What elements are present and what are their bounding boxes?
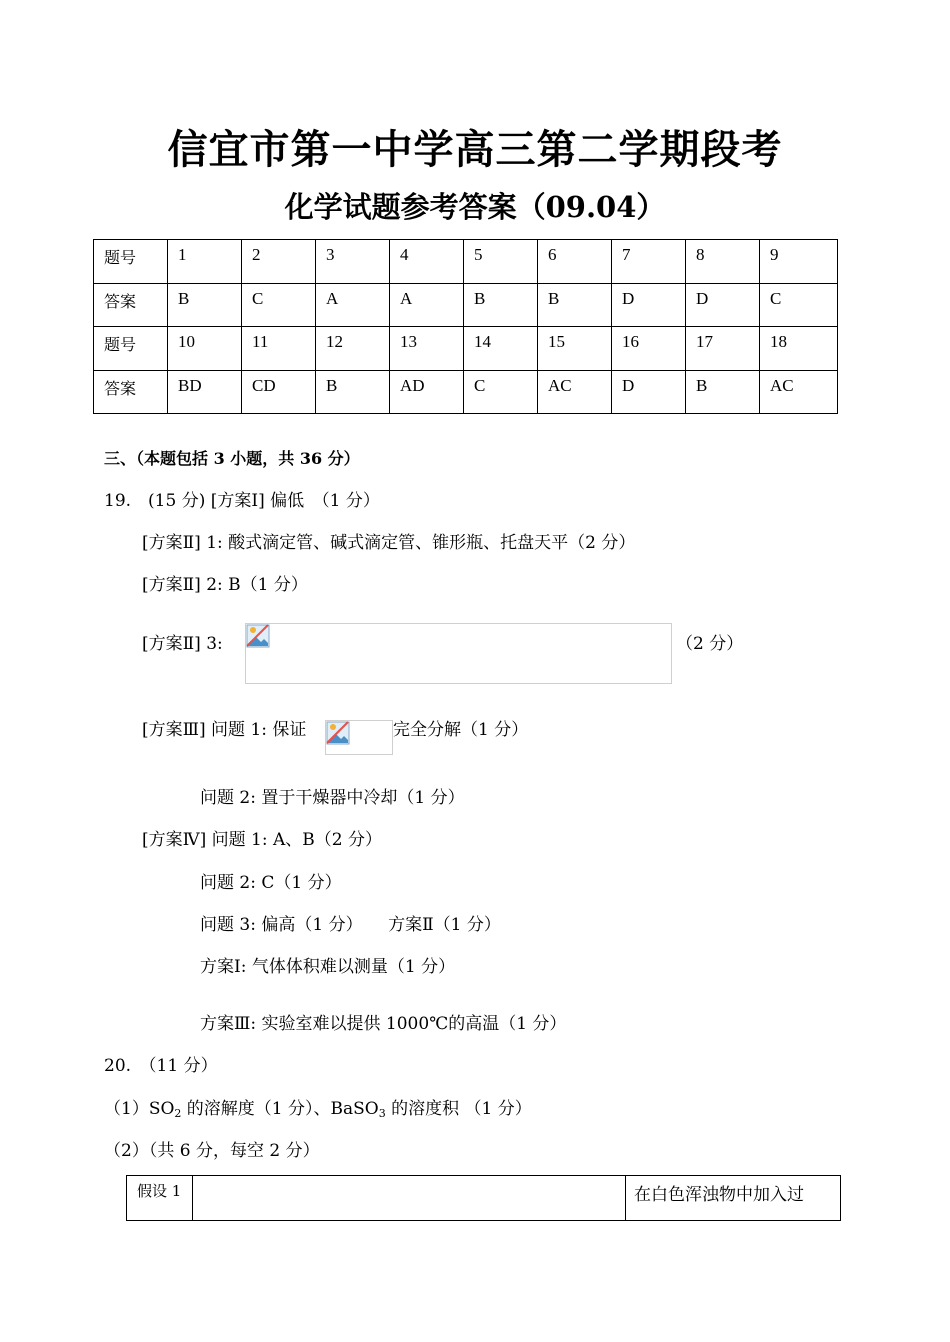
table-row [94, 370, 838, 414]
q19-line-3: [方案Ⅱ] 2: B（1 分） [142, 575, 308, 595]
q20-sub-2: 3 [378, 1107, 386, 1120]
table-cell: 2 [242, 240, 316, 284]
hypothesis-method: 在白色浑浊物中加入过 [626, 1176, 841, 1221]
table-cell: 13 [390, 327, 464, 371]
table-cell: 9 [760, 240, 838, 284]
hypothesis-content [193, 1176, 626, 1221]
q19-line-9: 问题 3: 偏高（1 分） 方案Ⅱ（1 分） [200, 915, 501, 935]
row-label: 题号 [94, 240, 168, 284]
q19-line-5-suffix: 完全分解（1 分） [393, 720, 529, 740]
table-cell: 18 [760, 327, 838, 371]
q19-line-1: 19. (15 分) [方案Ⅰ] 偏低 （1 分） [104, 491, 380, 511]
table-cell: 12 [316, 327, 390, 371]
row-label: 题号 [94, 327, 168, 371]
table-row [94, 327, 838, 371]
table-cell: 4 [390, 240, 464, 284]
table-cell: C [464, 370, 538, 414]
table-cell: 1 [168, 240, 242, 284]
table-cell: B [538, 283, 612, 327]
table-cell: 14 [464, 327, 538, 371]
row-label: 答案 [94, 283, 168, 327]
table-cell: 15 [538, 327, 612, 371]
table-cell: B [686, 370, 760, 414]
compound-image [325, 720, 393, 755]
page-title: 信宜市第一中学高三第二学期段考 [167, 126, 783, 173]
q19-line-4-suffix: （2 分） [676, 634, 744, 654]
q20-line-1: 20. （11 分） [104, 1056, 218, 1076]
q19-line-5-prefix: [方案Ⅲ] 问题 1: 保证 [142, 720, 307, 740]
q20-sub-1: 2 [174, 1107, 182, 1120]
table-cell: AC [760, 370, 838, 414]
table-cell: 16 [612, 327, 686, 371]
q20-line-3: （2）（共 6 分，每空 2 分） [104, 1141, 320, 1161]
table-cell: B [316, 370, 390, 414]
hypothesis-table [126, 1175, 841, 1221]
broken-image-icon [326, 721, 350, 745]
q19-line-10: 方案Ⅰ: 气体体积难以测量（1 分） [200, 957, 456, 977]
table-cell: 5 [464, 240, 538, 284]
q19-line-2: [方案Ⅱ] 1: 酸式滴定管、碱式滴定管、锥形瓶、托盘天平（2 分） [142, 533, 636, 553]
table-row [94, 240, 838, 284]
table-cell: 17 [686, 327, 760, 371]
page-subtitle: 化学试题参考答案（09.04） [284, 190, 666, 224]
table-row [127, 1176, 841, 1221]
table-cell: CD [242, 370, 316, 414]
table-cell: 3 [316, 240, 390, 284]
formula-image [245, 623, 672, 684]
q19-line-8: 问题 2: C（1 分） [200, 873, 342, 893]
q19-line-6: 问题 2: 置于干燥器中冷却（1 分） [200, 788, 465, 808]
q20-line-2-c: 的溶度积 （1 分） [385, 1099, 532, 1119]
table-cell: D [686, 283, 760, 327]
section-heading: 三、（本题包括 3 小题，共 36 分） [104, 449, 360, 468]
table-cell: 11 [242, 327, 316, 371]
q19-line-4-prefix: [方案Ⅱ] 3: [142, 634, 223, 654]
table-cell: 10 [168, 327, 242, 371]
table-cell: 8 [686, 240, 760, 284]
table-cell: B [168, 283, 242, 327]
table-cell: D [612, 370, 686, 414]
q20-line-2-a: （1）SO [104, 1099, 175, 1119]
table-cell: C [242, 283, 316, 327]
table-row [94, 283, 838, 327]
hypothesis-label: 假设 1 [127, 1176, 193, 1221]
answer-table [93, 239, 838, 414]
q20-line-2 [104, 1094, 532, 1120]
table-cell: AD [390, 370, 464, 414]
q20-line-2-b: 的溶解度（1 分）、BaSO [181, 1099, 379, 1119]
table-cell: 7 [612, 240, 686, 284]
table-cell: AC [538, 370, 612, 414]
table-cell: D [612, 283, 686, 327]
row-label: 答案 [94, 370, 168, 414]
table-cell: 6 [538, 240, 612, 284]
q19-line-7: [方案Ⅳ] 问题 1: A、B（2 分） [142, 830, 382, 850]
q19-line-11: 方案Ⅲ: 实验室难以提供 1000℃的高温（1 分） [200, 1014, 567, 1034]
table-cell: B [464, 283, 538, 327]
table-cell: A [316, 283, 390, 327]
broken-image-icon [246, 624, 270, 648]
table-cell: A [390, 283, 464, 327]
table-cell: BD [168, 370, 242, 414]
table-cell: C [760, 283, 838, 327]
